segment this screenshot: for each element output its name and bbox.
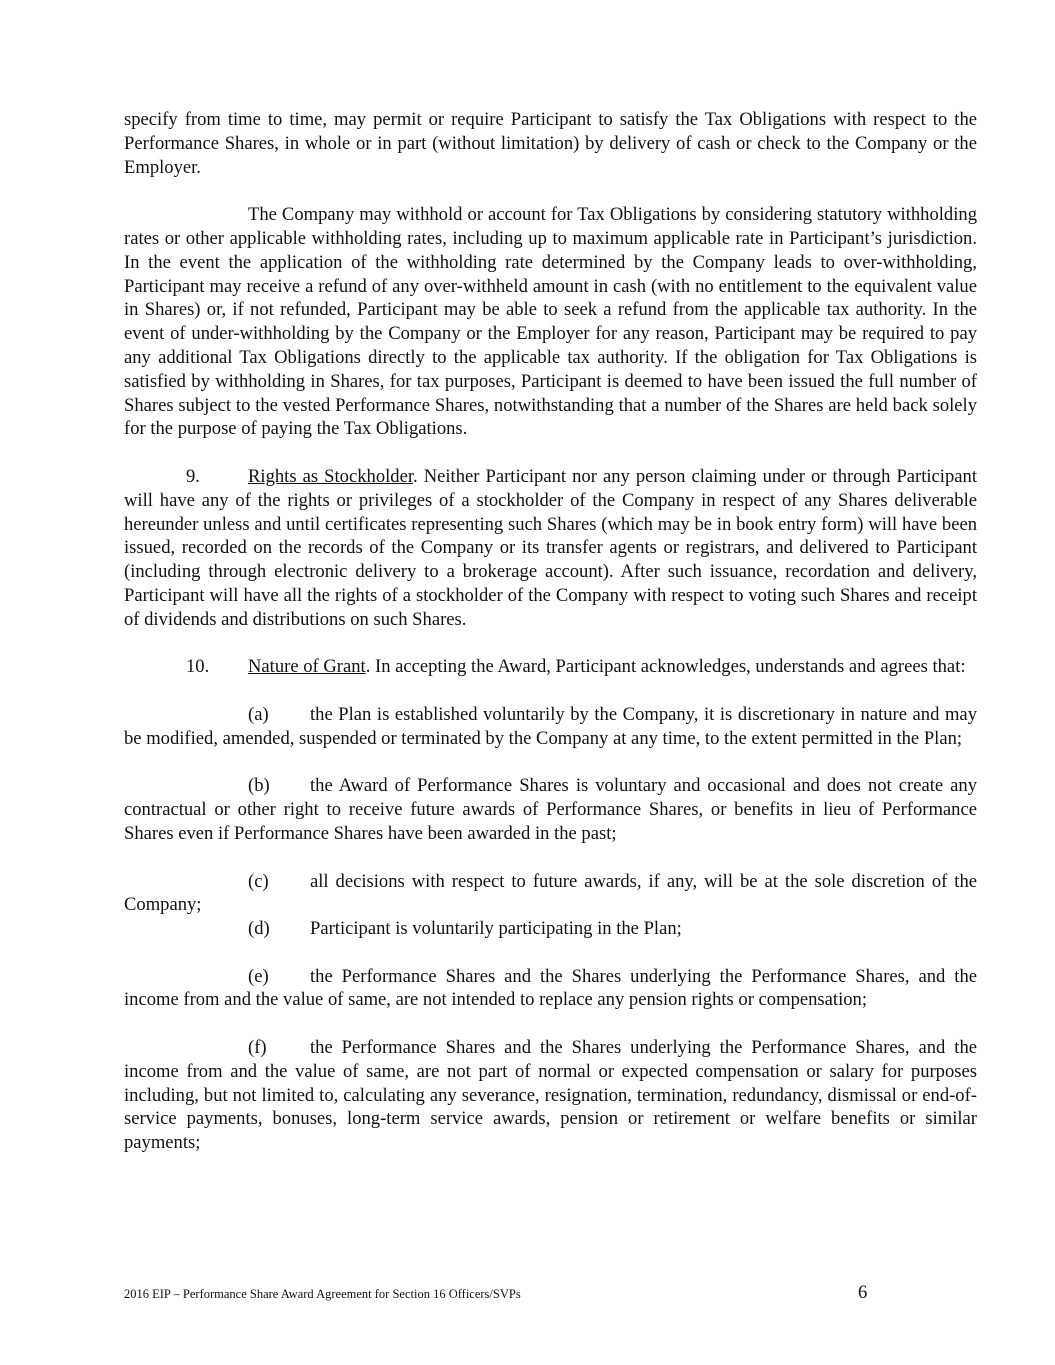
list-item-c <box>124 870 977 918</box>
list-item-text: the Award of Performance Shares is voluntary and occasional and does not create any contractual or other right to receive future awards of Performance Shares, or benefits in lieu of Performance Shares even if Performance Shares have been awarded in the past; <box>124 775 977 844</box>
list-item-b <box>124 774 977 845</box>
section-10-title: Nature of Grant <box>248 656 366 678</box>
list-item-label: (c) <box>248 870 269 892</box>
document-page <box>124 108 977 1155</box>
list-item-label: (b) <box>248 775 270 797</box>
list-item-text: the Performance Shares and the Shares underlying the Performance Shares, and the income from and the value of same, are not part of normal or expected compensation or salary for purposes including, but not limited to, calculating any severance, resignation, termination, redundancy, dismissal or end-of-service payments, bonuses, long-term service awards, pension or retirement or welfare benefits or similar payments; <box>124 1037 977 1154</box>
list-item-text: all decisions with respect to future awards, if any, will be at the sole discretion of the Company; <box>124 870 977 916</box>
list-item-text: the Performance Shares and the Shares underlying the Performance Shares, and the income from and the value of same, are not intended to replace any pension rights or compensation; <box>124 965 977 1011</box>
list-item-f <box>124 1036 977 1155</box>
paragraph-withholding: The Company may withhold or account for Tax Obligations by considering statutory withholding rates or other applicable withholding rates, including up to maximum applicable rate in Participant’s jurisdiction. In the event the application of the withholding rate determined by the Company leads to over-withholding, Participant may receive a refund of any over-withheld amount in cash (with no entitlement to the equivalent value in Shares) or, if not refunded, Participant may be able to seek a refund from the applicable tax authority. In the event of under-withholding by the Company or the Employer for any reason, Participant may be required to pay any additional Tax Obligations directly to the applicable tax authority. If the obligation for Tax Obligations is satisfied by withholding in Shares, for tax purposes, Participant is deemed to have been issued the full number of Shares subject to the vested Performance Shares, notwithstanding that a number of the Shares are held back solely for the purpose of paying the Tax Obligations. <box>124 204 977 440</box>
list-item-label: (f) <box>248 1037 267 1059</box>
footer-page-number: 6 <box>858 1282 868 1303</box>
list-item-text: the Plan is established voluntarily by the Company, it is discretionary in nature and may be modified, amended, suspended or terminated by the Company at any time, to the extent permitted in the Plan; <box>124 703 977 749</box>
list-item-text: Participant is voluntarily participating in the Plan; <box>310 918 682 940</box>
list-item-d <box>124 917 977 941</box>
section-10 <box>124 655 977 679</box>
section-9 <box>124 465 977 632</box>
section-9-number: 9. <box>186 465 200 487</box>
list-item-label: (e) <box>248 965 269 987</box>
list-item-label: (d) <box>248 918 270 940</box>
section-10-number: 10. <box>186 656 210 678</box>
list-item-a <box>124 703 977 751</box>
section-9-body: . Neither Participant nor any person claiming under or through Participant will have any of the rights or privileges of a stockholder of the Company in respect of any Shares deliverable hereunder unless and until certificates representing such Shares (which may be in book entry form) will have been issued, recorded on the records of the Company or its transfer agents or registrars, and delivered to Participant (including through electronic delivery to a brokerage account). After such issuance, recordation and delivery, Participant will have all the rights of a stockholder of the Company with respect to voting such Shares and receipt of dividends and distributions on such Shares. <box>124 465 977 630</box>
footer-document-title: 2016 EIP – Performance Share Award Agreement for Section 16 Officers/SVPs <box>124 1287 521 1301</box>
paragraph-continuation: specify from time to time, may permit or require Participant to satisfy the Tax Obligations with respect to the Performance Shares, in whole or in part (without limitation) by delivery of cash or check to the Company or the Employer. <box>124 109 977 178</box>
list-item-label: (a) <box>248 703 269 725</box>
section-10-body: . In accepting the Award, Participant acknowledges, understands and agrees that: <box>365 656 966 678</box>
list-item-e <box>124 965 977 1013</box>
section-9-title: Rights as Stockholder <box>248 465 413 487</box>
